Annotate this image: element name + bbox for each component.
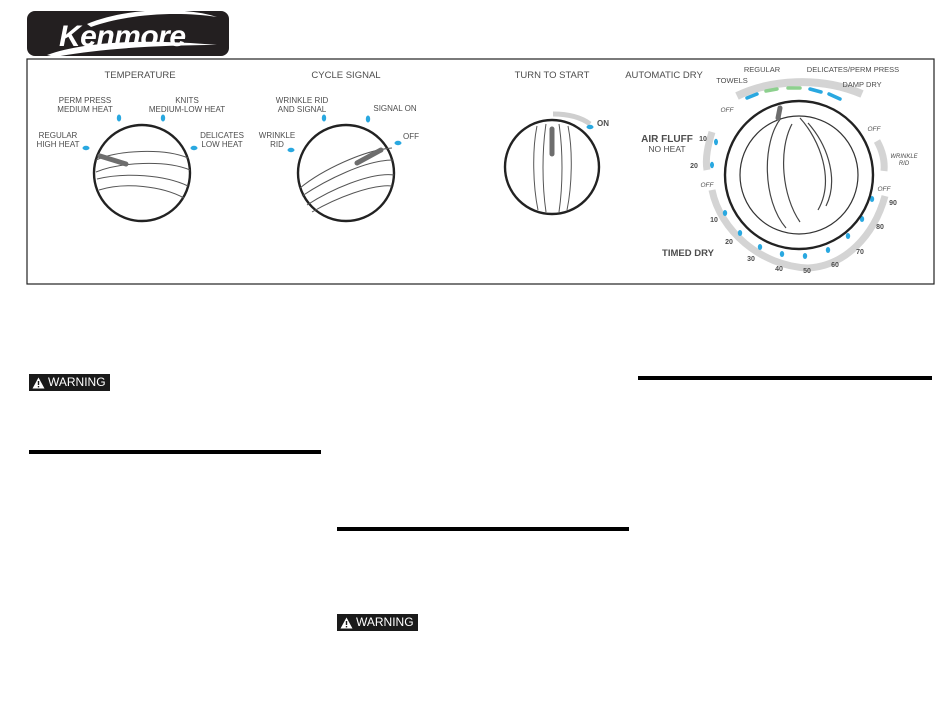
temp-perm-press-label: PERM PRESS (58, 96, 112, 105)
section-divider (29, 450, 321, 454)
air-fluff-dot (714, 139, 718, 145)
cycle-rid-label: RID (270, 140, 284, 149)
auto-off-right-label: OFF (867, 126, 881, 133)
start-on-label: ON (597, 119, 609, 128)
auto-off-left-label: OFF (720, 107, 734, 114)
cycle-indicator-dot (395, 141, 402, 145)
timed-10-label: 10 (710, 217, 718, 224)
wrinkle-rid-label-line1: WRINKLE (890, 154, 918, 160)
automatic-dry-title: AUTOMATIC DRY (625, 70, 703, 81)
auto-regular-label: REGULAR (743, 65, 781, 74)
warning-text: WARNING (356, 615, 414, 629)
cycle-indicator-dot (322, 115, 326, 122)
timed-80-label: 80 (876, 224, 884, 231)
air-fluff-10-label: 10 (699, 136, 707, 143)
cycle-indicator-dot (366, 116, 370, 123)
cycle-and-signal-label: AND SIGNAL (277, 105, 327, 114)
section-divider (337, 527, 629, 531)
temp-medium-heat-label: MEDIUM HEAT (57, 105, 113, 114)
brand-name: Kenmore (59, 20, 186, 53)
timed-dry-dot (780, 251, 784, 257)
auto-dry-indicator (810, 89, 821, 92)
warning-text: WARNING (48, 375, 106, 389)
section-divider (638, 376, 932, 380)
auto-damp-dry-label: DAMP DRY (842, 80, 882, 89)
cycle-indicator-dot (288, 148, 295, 152)
temp-indicator-dot (83, 146, 90, 150)
cycle-wrinkle-label: WRINKLE (258, 131, 296, 140)
timed-40-label: 40 (775, 266, 783, 273)
timed-dry-label: TIMED DRY (662, 248, 714, 259)
temp-regular-label: REGULAR (38, 131, 78, 140)
temp-indicator-dot (161, 115, 165, 122)
cycle-signal-knob[interactable] (298, 125, 394, 221)
warning-triangle-icon (32, 377, 45, 389)
temp-low-heat-label: LOW HEAT (201, 140, 243, 149)
auto-towels-label: TOWELS (716, 76, 748, 85)
timed-50-label: 50 (803, 268, 811, 275)
warning-badge (29, 374, 110, 391)
timed-20-label: 20 (725, 239, 733, 246)
temp-medium-low-heat-label: MEDIUM-LOW HEAT (148, 105, 226, 114)
timed-off-90-label: OFF (877, 186, 891, 193)
automatic-dry-pointer (778, 108, 780, 118)
start-on-dot (587, 125, 594, 129)
timed-dry-dot (846, 233, 850, 239)
timed-30-label: 30 (747, 256, 755, 263)
temperature-title: TEMPERATURE (104, 70, 176, 81)
warning-badge (337, 614, 418, 631)
temp-high-heat-label: HIGH HEAT (36, 140, 80, 149)
wrinkle-rid-label-line2: RID (898, 161, 910, 167)
air-fluff-dot (710, 162, 714, 168)
auto-delicates-label: DELICATES/PERM PRESS (806, 65, 900, 74)
temp-delicates-label: DELICATES (200, 131, 244, 140)
temp-indicator-dot (191, 146, 198, 150)
timed-dry-dot (803, 253, 807, 259)
air-fluff-20-label: 20 (690, 163, 698, 170)
wrinkle-rid-track (877, 141, 884, 171)
timed-60-label: 60 (831, 262, 839, 269)
cycle-signal-title: CYCLE SIGNAL (311, 70, 381, 81)
no-heat-label: NO HEAT (648, 144, 686, 154)
timed-dry-dot (826, 247, 830, 253)
temp-knits-label: KNITS (175, 96, 199, 105)
timed-dry-dot (738, 230, 742, 236)
cycle-off-label: OFF (403, 132, 419, 141)
temp-indicator-dot (117, 115, 121, 122)
timed-dry-dot (723, 210, 727, 216)
warning-triangle-icon (340, 617, 353, 629)
timed-90-label: 90 (889, 200, 897, 207)
auto-dry-indicator (829, 94, 840, 99)
timed-dry-dot (758, 244, 762, 250)
automatic-dry-knob[interactable] (725, 101, 873, 249)
temperature-knob[interactable] (94, 125, 190, 221)
cycle-wrinkle-rid-label: WRINKLE RID (275, 96, 329, 105)
timed-70-label: 70 (856, 249, 864, 256)
auto-dry-indicator (766, 89, 777, 91)
air-fluff-label: AIR FLUFF (641, 134, 693, 145)
cycle-signal-on-label: SIGNAL ON (373, 104, 417, 113)
start-knob[interactable] (505, 120, 599, 214)
timed-off-label: OFF (700, 182, 714, 189)
start-title: TURN TO START (514, 70, 590, 81)
